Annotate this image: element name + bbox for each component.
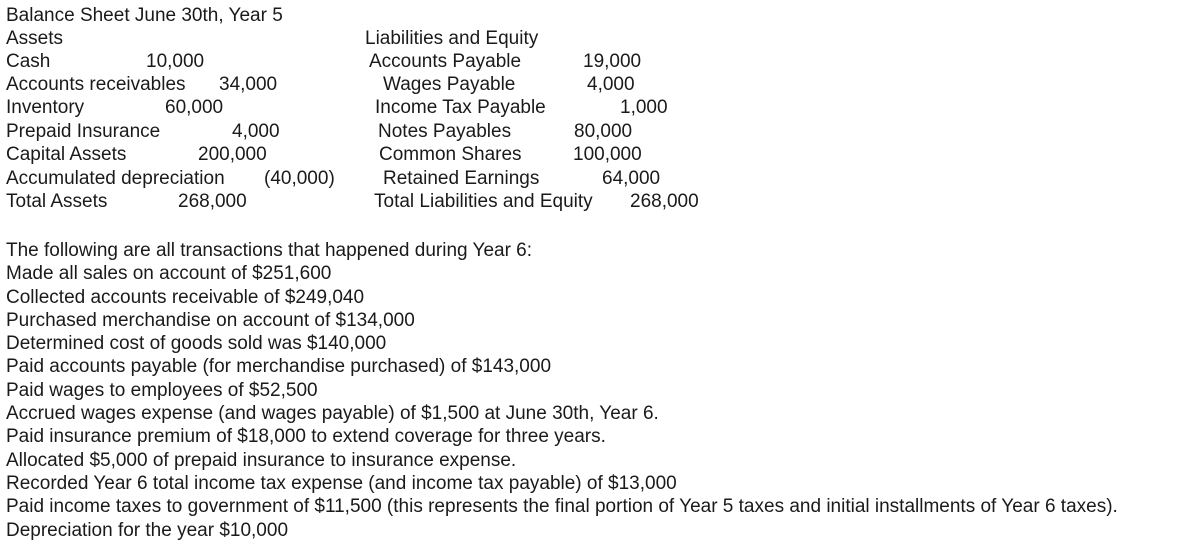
transactions-list: [6, 239, 1118, 542]
transaction-item: Purchased merchandise on account of $134,000: [6, 309, 415, 331]
transaction-item: Paid income taxes to government of $11,500 (this represents the final portion of Year 5 taxes and initial installments of Year 6 taxes).: [6, 496, 1118, 518]
liability-value-income-tax-payable: 1,000: [620, 97, 668, 118]
transaction-item: Paid accounts payable (for merchandise purchased) of $143,000: [6, 356, 552, 378]
liability-value-total-liabilities-equity: 268,000: [630, 191, 699, 212]
asset-label-total-assets: Total Assets: [6, 191, 108, 212]
transaction-item: Paid wages to employees of $52,500: [6, 379, 318, 401]
asset-value-prepaid-insurance: 4,000: [232, 121, 280, 142]
liability-label-retained-earnings: Retained Earnings: [383, 168, 540, 189]
transactions-intro: The following are all transactions that happened during Year 6:: [6, 240, 533, 261]
liability-value-notes-payables: 80,000: [574, 121, 633, 142]
transaction-item: Made all sales on account of $251,600: [6, 263, 332, 285]
liability-value-accounts-payable: 19,000: [583, 51, 642, 72]
liability-label-notes-payables: Notes Payables: [378, 121, 512, 142]
liability-label-wages-payable: Wages Payable: [383, 74, 516, 95]
transaction-item: Recorded Year 6 total income tax expense (and income tax payable) of $13,000: [6, 472, 677, 494]
asset-value-accumulated-depreciation: (40,000): [264, 168, 335, 189]
asset-value-total-assets: 268,000: [178, 191, 247, 212]
transaction-item: Allocated $5,000 of prepaid insurance to insurance expense.: [6, 449, 517, 471]
liability-value-common-shares: 100,000: [573, 144, 642, 165]
assets-header: Assets: [6, 28, 64, 49]
liability-value-wages-payable: 4,000: [587, 74, 635, 95]
transaction-item: Paid insurance premium of $18,000 to extend coverage for three years.: [6, 426, 606, 448]
balance-sheet-title: Balance Sheet June 30th, Year 5: [6, 5, 283, 26]
asset-label-capital-assets: Capital Assets: [6, 144, 127, 165]
asset-label-inventory: Inventory: [6, 97, 85, 118]
liability-label-accounts-payable: Accounts Payable: [369, 51, 522, 72]
asset-value-cash: 10,000: [146, 51, 205, 72]
liabilities-header: Liabilities and Equity: [365, 28, 539, 49]
asset-label-cash: Cash: [6, 51, 51, 72]
liability-label-income-tax-payable: Income Tax Payable: [375, 97, 546, 118]
asset-value-accounts-receivable: 34,000: [219, 74, 278, 95]
liability-value-retained-earnings: 64,000: [602, 168, 661, 189]
asset-label-accounts-receivable: Accounts receivables: [6, 74, 186, 95]
liability-label-common-shares: Common Shares: [379, 144, 522, 165]
liability-label-total-liabilities-equity: Total Liabilities and Equity: [374, 191, 593, 212]
transaction-item: Determined cost of goods sold was $140,000: [6, 333, 387, 355]
transaction-item: Depreciation for the year $10,000: [6, 519, 289, 541]
asset-value-inventory: 60,000: [165, 97, 224, 118]
transaction-item: Accrued wages expense (and wages payable) of $1,500 at June 30th, Year 6.: [6, 403, 659, 425]
transaction-item: Collected accounts receivable of $249,040: [6, 286, 365, 308]
asset-label-accumulated-depreciation: Accumulated depreciation: [6, 168, 225, 189]
asset-value-capital-assets: 200,000: [198, 144, 267, 165]
asset-label-prepaid-insurance: Prepaid Insurance: [6, 121, 161, 142]
